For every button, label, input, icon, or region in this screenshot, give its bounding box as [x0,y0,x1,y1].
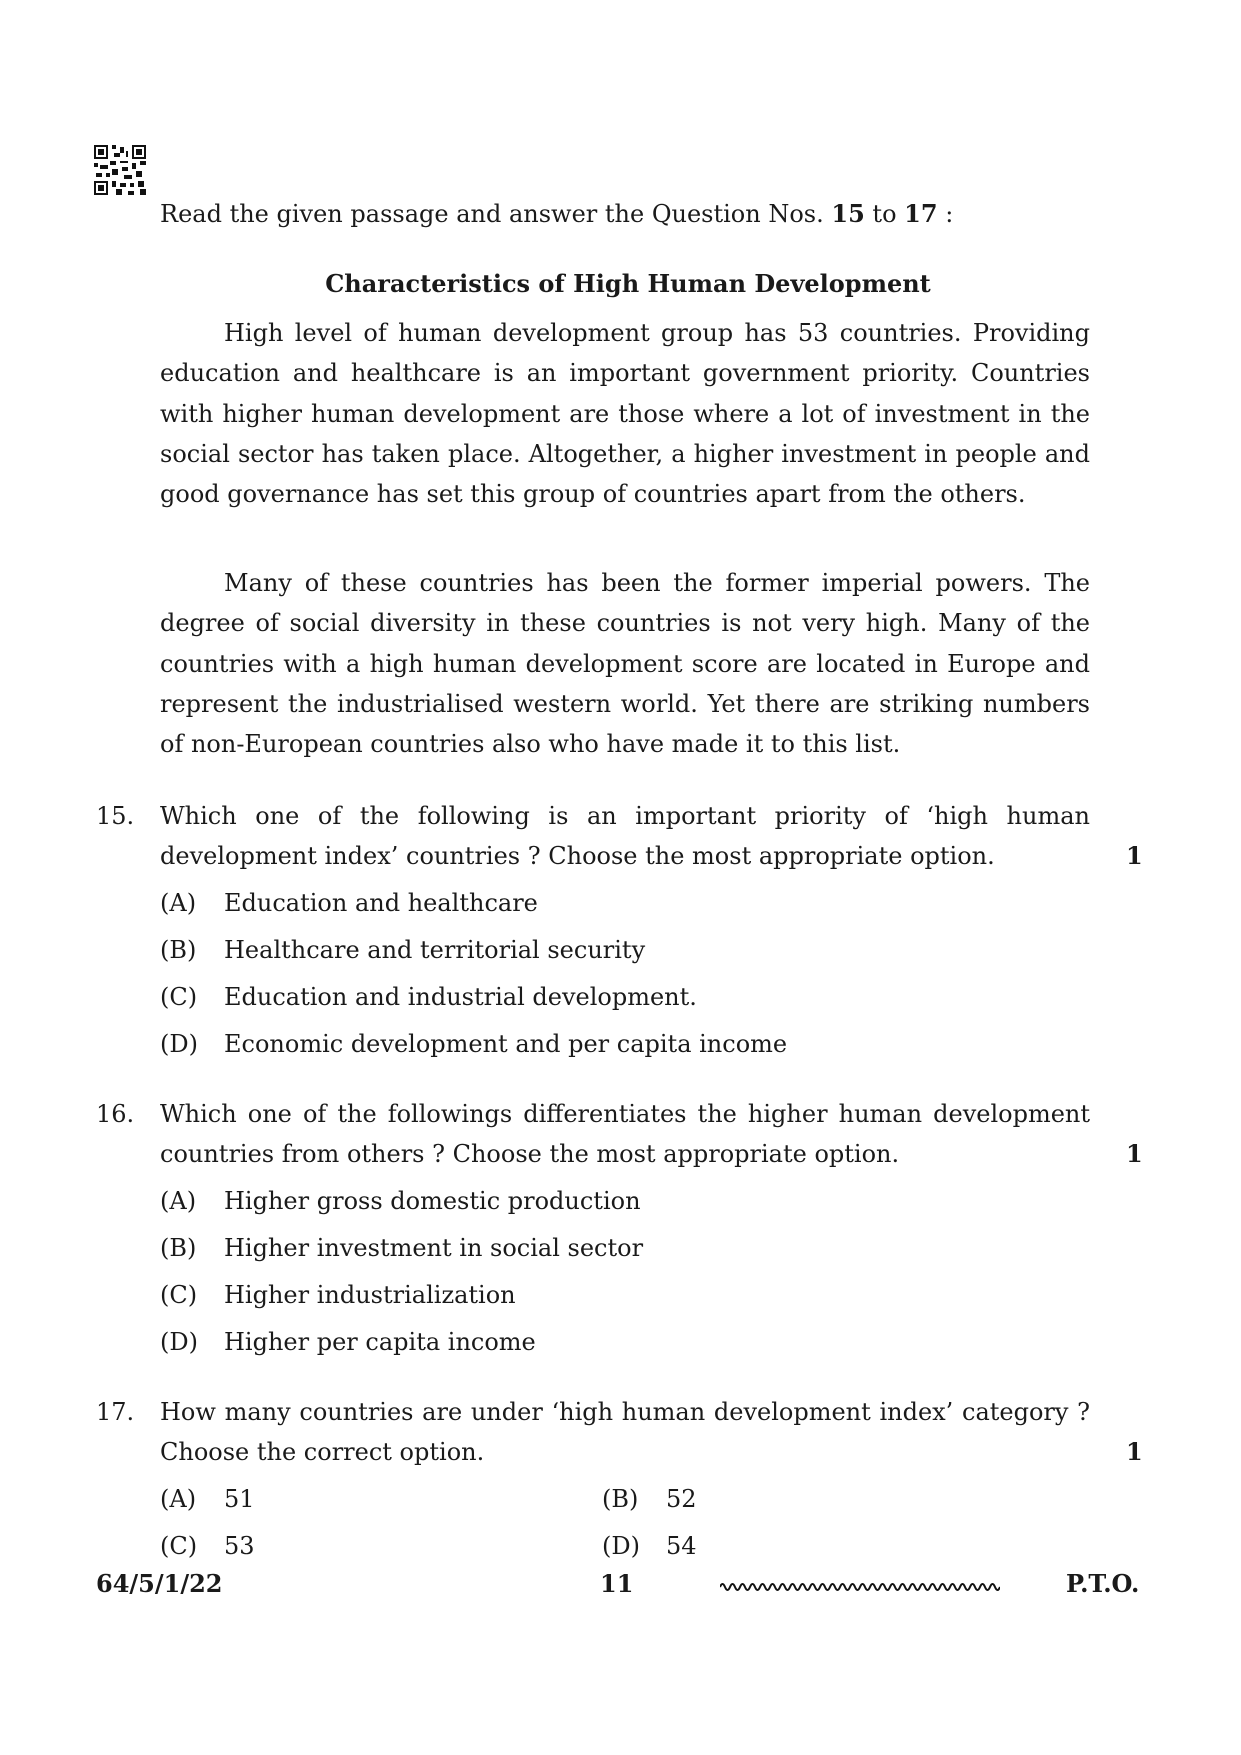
option-text: Higher gross domestic production [224,1187,641,1215]
option-text: Healthcare and territorial security [224,936,646,964]
answer-option[interactable] [602,1479,697,1519]
question-number: 16. [96,1100,135,1128]
answer-option[interactable] [160,1526,255,1566]
answer-option[interactable] [160,1181,641,1221]
answer-option[interactable] [160,1322,536,1362]
answer-option[interactable] [160,1024,787,1064]
option-text: Higher industrialization [224,1281,516,1309]
option-text: 51 [224,1485,255,1513]
passage-instruction [160,196,953,232]
option-label: (A) [160,1485,197,1513]
option-text: Economic development and per capita income [224,1030,788,1058]
question-number: 15. [96,802,135,830]
option-label: (C) [160,983,198,1011]
option-text: Higher per capita income [224,1328,536,1356]
instruction-to-word: to [872,200,897,228]
option-text: 53 [224,1532,255,1560]
option-text: 54 [666,1532,697,1560]
paper-code: 64/5/1/22 [96,1569,223,1598]
answer-option[interactable] [160,1228,643,1268]
question-text: Which one of the followings differentiates the higher human development countries from others ? Choose the most appropriate option. [160,1100,1090,1168]
instruction-colon: : [945,200,954,228]
option-label: (D) [160,1030,198,1058]
question-marks: 1 [1126,841,1143,870]
option-label: (B) [160,1234,197,1262]
question-marks: 1 [1126,1139,1143,1168]
question-text: Which one of the following is an important priority of ‘high human development index’ countries ? Choose the most appropriate option. [160,802,1090,870]
answer-option[interactable] [160,930,645,970]
passage-paragraph: High level of human development group has 53 countries. Providing education and healthcare is an important government priority. Countries with higher human development are those where a lot of investment in the social sector has taken place. Altogether, a higher investment in people and good governance has set this group of countries apart from the others. [160,319,1090,509]
answer-option[interactable] [160,883,538,923]
option-label: (C) [160,1281,198,1309]
wavy-line-decoration [720,1578,1000,1596]
option-label: (B) [160,936,197,964]
question-marks: 1 [1126,1437,1143,1466]
question-number: 17. [96,1398,135,1426]
option-label: (D) [602,1532,640,1560]
option-text: 52 [666,1485,697,1513]
question-range-start: 15 [831,199,865,228]
option-label: (A) [160,1187,197,1215]
option-label: (C) [160,1532,198,1560]
passage-paragraph: Many of these countries has been the former imperial powers. The degree of social diversity in these countries is not very high. Many of the countries with a high human development score are located in Europe and represent the industrialised western world. Yet there are striking numbers of non-European countries also who have made it to this list. [160,569,1090,759]
page-number: 11 [600,1569,634,1598]
instruction-text: Read the given passage and answer the Question Nos. [160,200,824,228]
answer-option[interactable] [160,1275,516,1315]
question-text: How many countries are under ‘high human development index’ category ? Choose the correct option. [160,1398,1090,1466]
option-text: Education and healthcare [224,889,538,917]
option-text: Higher investment in social sector [224,1234,644,1262]
option-label: (D) [160,1328,198,1356]
qr-code-icon [94,145,146,195]
pto-label: P.T.O. [1066,1569,1140,1598]
option-label: (A) [160,889,197,917]
answer-option[interactable] [160,977,697,1017]
answer-option[interactable] [160,1479,255,1519]
passage-title: Characteristics of High Human Development [325,269,931,298]
option-text: Education and industrial development. [224,983,697,1011]
question-range-end: 17 [904,199,938,228]
option-label: (B) [602,1485,639,1513]
answer-option[interactable] [602,1526,697,1566]
